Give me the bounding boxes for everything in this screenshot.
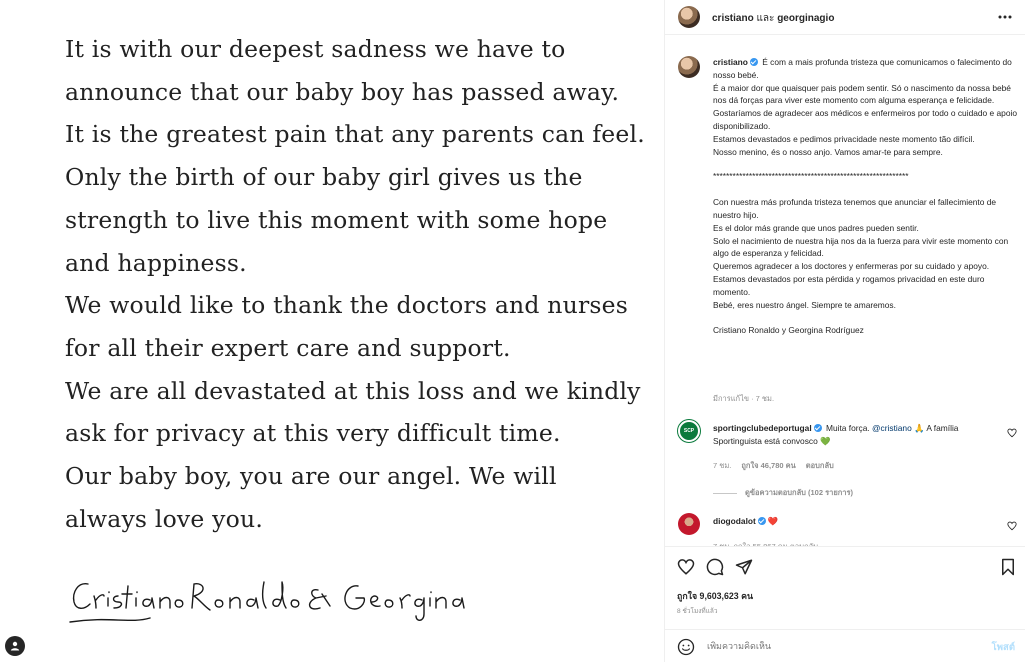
- caption-pt: [713, 56, 1017, 158]
- handwritten-signature: [70, 572, 480, 632]
- like-count[interactable]: ถูกใจ 9,603,623 คน: [677, 591, 754, 601]
- author-conjunction: และ: [756, 13, 775, 24]
- view-replies-label: ดูข้อความตอบกลับ (102 รายการ): [745, 488, 854, 497]
- post-statement: [65, 28, 645, 540]
- comment-body: Muita força.: [823, 423, 873, 433]
- post-detail-panel: [664, 0, 1024, 662]
- share-send-icon[interactable]: [735, 558, 753, 576]
- comment-username[interactable]: diogodalot: [713, 516, 756, 526]
- verified-badge-icon: [814, 424, 822, 432]
- caption-meta: มีการแก้ไข · 7 ชม.: [713, 394, 775, 403]
- comment-username[interactable]: sportingclubedeportugal: [713, 423, 812, 433]
- caption-username[interactable]: cristiano: [713, 57, 748, 67]
- replies-divider: [713, 493, 737, 494]
- caption-text-pt: É com a mais profunda tristeza que comunicamos o falecimento do nosso bebé. É a maior dor que quaisquer pais podem sentir. Só o nascimento da nossa bebé nos dá forças para viver este momento com alguma esperança e felicidade. Gostaríamos de agradecer aos médicos e enfermeiros por todo o cuidado e apoio disponibilizado. Estamos devastados e pedimos privacidade neste momento tão difícil. Nosso menino, és o nosso anjo. Vamos amar-te para sempre.: [713, 57, 1018, 157]
- statement-line: Our baby boy, you are our angel. We will: [65, 462, 557, 491]
- emoji-smiley-icon[interactable]: [677, 638, 695, 656]
- tagged-user-icon[interactable]: [5, 636, 25, 656]
- comment-time: 7 ชม.: [713, 461, 732, 470]
- avatar[interactable]: [678, 6, 700, 28]
- comment-meta: [713, 460, 834, 472]
- statement-line: It is the greatest pain that any parents can feel.: [65, 120, 645, 149]
- avatar[interactable]: SCP: [678, 420, 700, 442]
- view-replies-button[interactable]: [713, 487, 853, 499]
- statement-line: ask for privacy at this very difficult time.: [65, 419, 561, 448]
- comment-body: 🙏 A família Sportinguista está convosco: [713, 423, 959, 446]
- statement-line: always love you.: [65, 504, 264, 533]
- reply-button[interactable]: ตอบกลับ: [805, 461, 834, 470]
- caption-sign: Cristiano Ronaldo y Georgina Rodríguez: [713, 325, 864, 336]
- comment-text: [713, 515, 993, 528]
- statement-line: announce that our baby boy has passed away.: [65, 77, 620, 106]
- post-actions: [665, 546, 1025, 662]
- statement-line: strength to live this moment with some hope: [65, 205, 608, 234]
- bookmark-icon[interactable]: [999, 558, 1017, 576]
- caption-text-es: Con nuestra más profunda tristeza tenemos que anunciar el fallecimiento de nuestro hijo. Es el dolor más grande que unos padres pueden sentir. Solo el nacimiento de nuestra hija nos da la fuerza para vivir este momento con algo de esperanza y felicidad. Queremos agradecer a los doctores y enfermeras por su cuidado y apoyo. Estamos devastados por esta pérdida y rogamos privacidad en este duro momento. Bebé, eres nuestro ángel. Siempre te amaremos.: [713, 197, 1009, 310]
- caption-divider: ************************************************************: [713, 171, 909, 182]
- more-dots-icon[interactable]: [997, 9, 1013, 25]
- like-heart-icon[interactable]: [1007, 428, 1017, 438]
- coauthor-link[interactable]: georginagio: [777, 13, 835, 24]
- avatar[interactable]: [678, 513, 700, 535]
- statement-line: We would like to thank the doctors and nurses: [65, 291, 629, 320]
- statement-line: Only the birth of our baby girl gives us the: [65, 163, 583, 192]
- comment-likes[interactable]: ถูกใจ 46,780 คน: [741, 461, 796, 470]
- verified-badge-icon: [758, 517, 766, 525]
- comment-bubble-icon[interactable]: [706, 558, 724, 576]
- post-comment-button[interactable]: โพสต์: [991, 642, 1015, 653]
- verified-badge-icon: [750, 58, 758, 66]
- comment-text: [713, 422, 993, 448]
- post-caption: [713, 56, 1017, 337]
- statement-line: for all their expert care and support.: [65, 333, 511, 362]
- statement-line: We are all devastated at this loss and we kindly: [65, 376, 641, 405]
- post-authors: [712, 11, 834, 26]
- statement-line: It is with our deepest sadness we have to: [65, 35, 566, 63]
- statement-line: and happiness.: [65, 248, 247, 277]
- post-header: [665, 0, 1025, 35]
- like-heart-icon[interactable]: [1007, 521, 1017, 531]
- comments-scroll-area[interactable]: [665, 36, 1025, 546]
- avatar[interactable]: [678, 56, 700, 78]
- author-link[interactable]: cristiano: [712, 13, 754, 24]
- green-heart-emoji: 💚: [820, 436, 831, 446]
- like-heart-icon[interactable]: [677, 558, 695, 576]
- post-timestamp: 8 ชั่วโมงที่แล้ว: [677, 608, 718, 615]
- red-heart-emoji: ❤️: [767, 516, 779, 526]
- mention-link[interactable]: @cristiano: [872, 423, 912, 433]
- comment-input[interactable]: [707, 641, 947, 651]
- add-comment-bar: [665, 629, 1025, 663]
